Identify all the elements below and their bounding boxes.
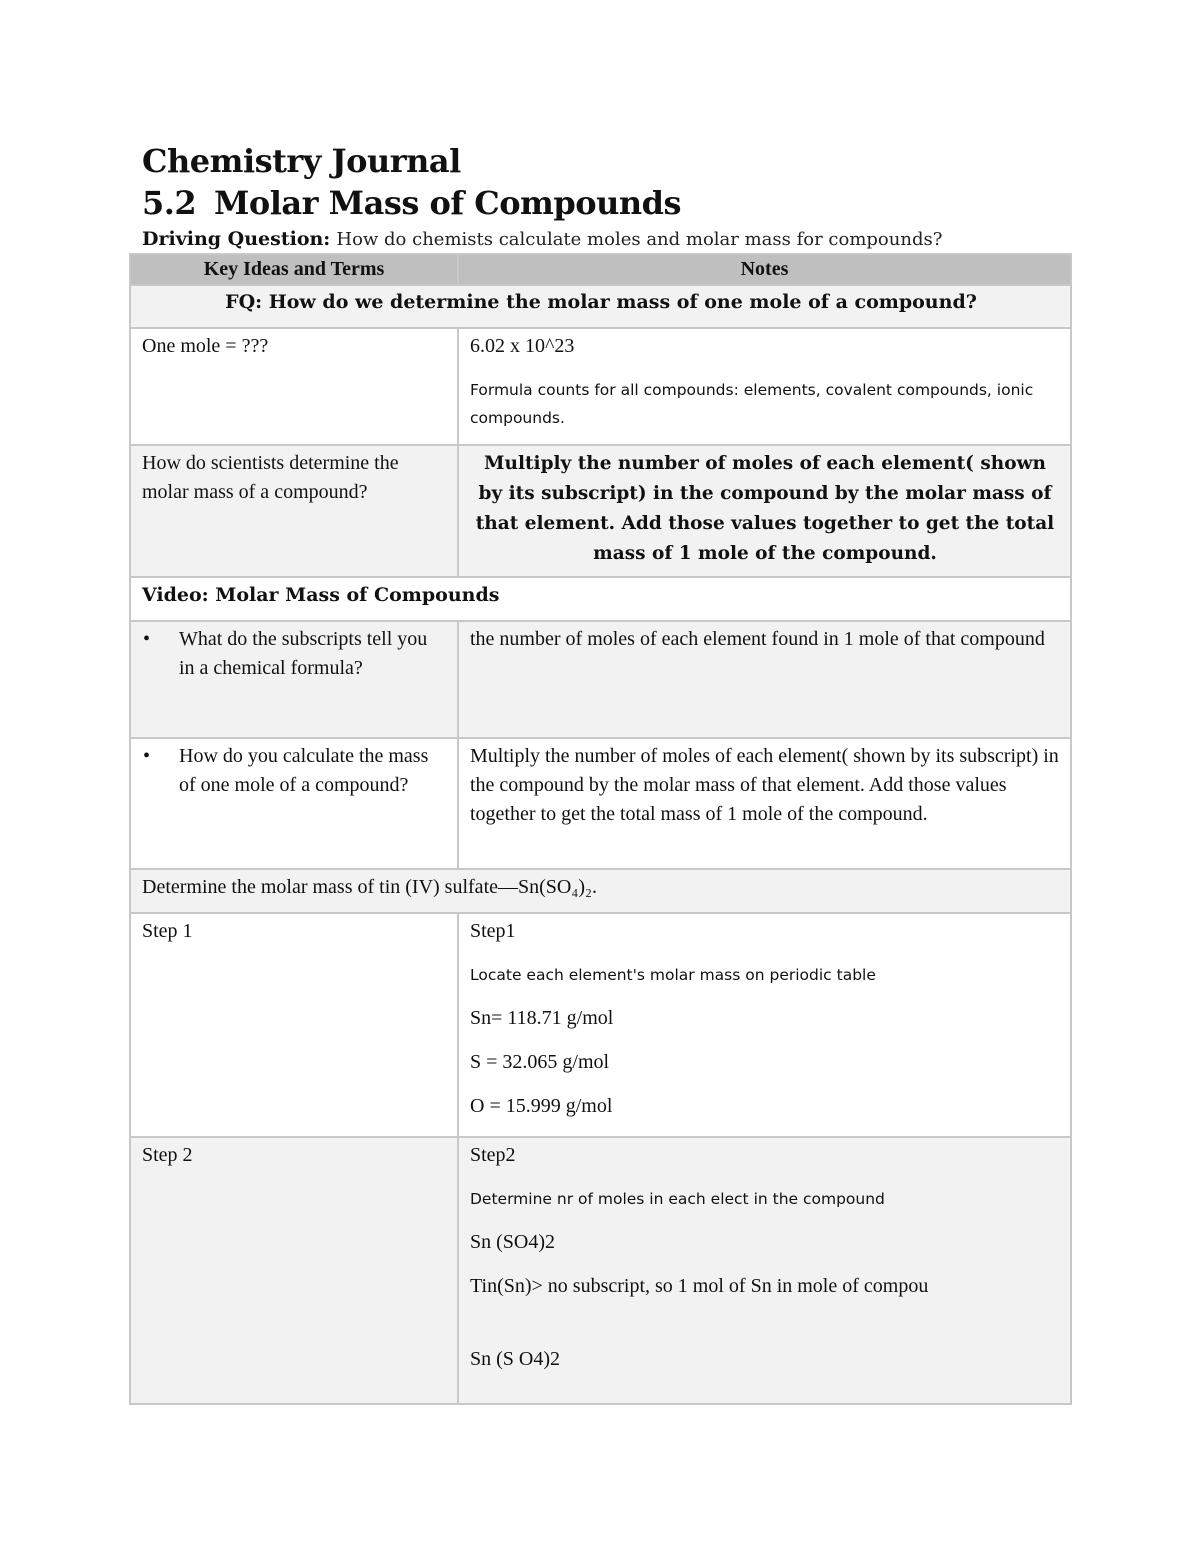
header-notes: Notes	[458, 254, 1071, 285]
note-step-2	[458, 1137, 1071, 1404]
key-step-1: Step 1	[130, 913, 458, 1137]
problem-row	[130, 869, 1071, 913]
bullet-dot: •	[143, 745, 151, 767]
driving-question-label: Driving Question:	[142, 228, 331, 250]
table-row	[130, 913, 1071, 1137]
notes-table	[129, 253, 1072, 1405]
table-row	[130, 445, 1071, 577]
table-header-row	[130, 254, 1071, 285]
step2-line: Step2	[470, 1144, 516, 1166]
step2-line: Sn (SO4)2	[470, 1231, 556, 1253]
key-determine-molar-mass: How do scientists determine the molar mass of a compound?	[130, 445, 458, 577]
video-title: Video: Molar Mass of Compounds	[130, 577, 1071, 621]
step1-line: Step1	[470, 920, 516, 942]
bullet-dot: •	[143, 628, 151, 650]
table-row	[130, 738, 1071, 869]
driving-question-text: How do chemists calculate moles and molar mass for compounds?	[336, 229, 943, 250]
focus-question: FQ: How do we determine the molar mass of one mole of a compound?	[130, 285, 1071, 328]
table-row	[130, 621, 1071, 738]
key-calc-mass-text: How do you calculate the mass of one mole of a compound?	[179, 745, 429, 796]
key-calc-mass	[130, 738, 458, 869]
section-number: 5.2	[142, 184, 197, 222]
step2-line: Determine nr of moles in each elect in the compound	[470, 1190, 885, 1208]
key-subscripts-text: What do the subscripts tell you in a chemical formula?	[179, 628, 428, 679]
step1-line: Sn= 118.71 g/mol	[470, 1007, 614, 1029]
note-calc-mass: Multiply the number of moles of each element( shown by its subscript) in the compound by the molar mass of that element. Add those values together to get the total mass of 1 mole of the compound.	[458, 738, 1071, 869]
table-row	[130, 328, 1071, 445]
key-one-mole: One mole = ???	[130, 328, 458, 445]
step1-line: O = 15.999 g/mol	[470, 1095, 613, 1117]
journal-title: Chemistry Journal	[142, 142, 461, 180]
step1-line: S = 32.065 g/mol	[470, 1051, 610, 1073]
key-subscripts	[130, 621, 458, 738]
problem-statement: Determine the molar mass of tin (IV) sulfate—Sn(SO₄)₂.	[130, 869, 1071, 913]
step2-line: Sn (S O4)2	[470, 1348, 561, 1370]
note-avogadro: 6.02 x 10^23	[470, 335, 575, 357]
note-formula-counts: Formula counts for all compounds: elements, covalent compounds, ionic compounds.	[470, 381, 1034, 427]
step1-line: Locate each element's molar mass on periodic table	[470, 966, 876, 984]
section-title	[142, 184, 681, 222]
note-determine-molar-mass: Multiply the number of moles of each element( shown by its subscript) in the compound by the molar mass of that element. Add those values together to get the total mass of 1 mole of the compound.	[458, 445, 1071, 577]
table-row	[130, 1137, 1071, 1404]
header-key-ideas: Key Ideas and Terms	[130, 254, 458, 285]
key-step-2: Step 2	[130, 1137, 458, 1404]
note-one-mole	[458, 328, 1071, 445]
note-step-1	[458, 913, 1071, 1137]
driving-question	[142, 228, 942, 250]
video-row	[130, 577, 1071, 621]
section-name: Molar Mass of Compounds	[214, 184, 682, 222]
step2-line: Tin(Sn)> no subscript, so 1 mol of Sn in mole of compou	[470, 1275, 929, 1297]
focus-question-row	[130, 285, 1071, 328]
note-subscripts: the number of moles of each element found in 1 mole of that compound	[458, 621, 1071, 738]
